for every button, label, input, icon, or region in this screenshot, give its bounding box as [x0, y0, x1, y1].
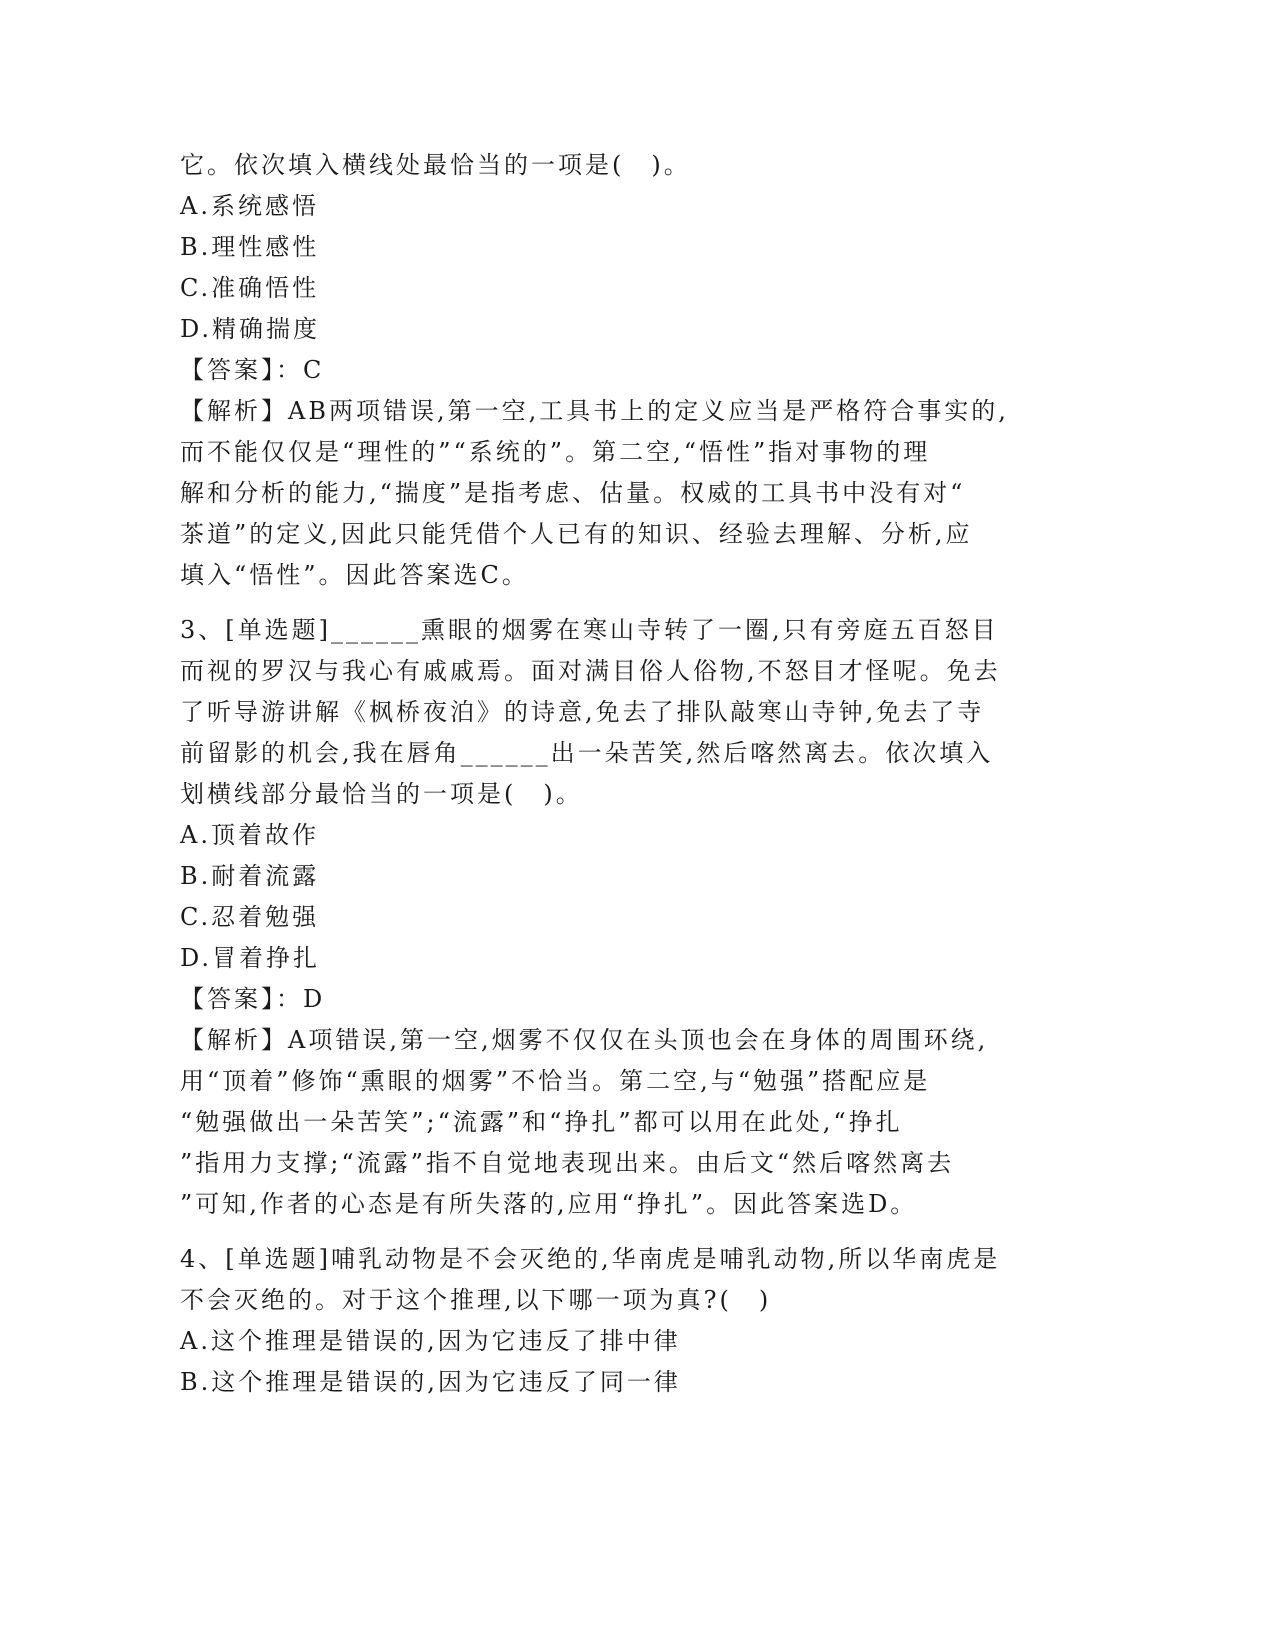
q3-analysis-line: ”指用力支撑;“流露”指不自觉地表现出来。由后文“然后喀然离去 [180, 1149, 955, 1177]
q2-stem-tail: 它。依次填入横线处最恰当的一项是( )。 [180, 151, 691, 179]
q2-answer: 【答案】：C [180, 356, 325, 384]
q3-answer: 【答案】：D [180, 985, 326, 1013]
q3-stem-line: 了听导游讲解《枫桥夜泊》的诗意,免去了排队敲寒山寺钟,免去了寺 [180, 698, 985, 726]
q3-option-a: A.顶着故作 [180, 821, 319, 849]
q3-analysis-line: 用“顶着”修饰“熏眼的烟雾”不恰当。第二空,与“勉强”搭配应是 [180, 1067, 931, 1095]
q2-option-b: B.理性感性 [180, 233, 320, 261]
q4-stem-line: 4、[单选题]哺乳动物是不会灭绝的,华南虎是哺乳动物,所以华南虎是 [180, 1245, 1001, 1273]
q3-analysis-line: 【解析】A项错误,第一空,烟雾不仅仅在头顶也会在身体的周围环绕, [180, 1026, 989, 1054]
q2-analysis-line: 茶道”的定义,因此只能凭借个人已有的知识、经验去理解、分析,应 [180, 520, 973, 548]
q3-stem-line: 划横线部分最恰当的一项是( )。 [180, 780, 583, 808]
q3-analysis-line: ”可知,作者的心态是有所失落的,应用“挣扎”。因此答案选D。 [180, 1190, 918, 1218]
q2-option-d: D.精确揣度 [180, 315, 321, 343]
q4-stem-line: 不会灭绝的。对于这个推理,以下哪一项为真?( ) [180, 1286, 772, 1314]
q2-option-a: A.系统感悟 [180, 192, 319, 220]
q3-stem-line: 而视的罗汉与我心有戚戚焉。面对满目俗人俗物,不怒目才怪呢。免去 [180, 657, 1001, 685]
q2-analysis-line: 而不能仅仅是“理性的”“系统的”。第二空,“悟性”指对事物的理 [180, 438, 931, 466]
q3-stem-line: 前留影的机会,我在唇角______出一朵苦笑,然后喀然离去。依次填入 [180, 739, 994, 767]
section-gap [180, 596, 1040, 610]
q2-analysis-line: 填入“悟性”。因此答案选C。 [180, 561, 529, 589]
q2-analysis-line: 【解析】AB两项错误,第一空,工具书上的定义应当是严格符合事实的, [180, 397, 1009, 425]
q4-option-b: B.这个推理是错误的,因为它违反了同一律 [180, 1368, 681, 1396]
q3-stem-line: 3、[单选题]______熏眼的烟雾在寒山寺转了一圈,只有旁庭五百怒目 [180, 616, 999, 644]
q3-option-c: C.忍着勉强 [180, 903, 320, 931]
q4-option-a: A.这个推理是错误的,因为它违反了排中律 [180, 1327, 681, 1355]
q3-analysis-line: “勉强做出一朵苦笑”;“流露”和“挣扎”都可以用在此处,“挣扎 [180, 1108, 903, 1136]
exam-page [180, 145, 1040, 1403]
q3-option-d: D.冒着挣扎 [180, 944, 321, 972]
section-gap [180, 1225, 1040, 1239]
q2-option-c: C.准确悟性 [180, 274, 320, 302]
q2-analysis-line: 解和分析的能力,“揣度”是指考虑、估量。权威的工具书中没有对“ [180, 479, 966, 507]
q3-option-b: B.耐着流露 [180, 862, 320, 890]
